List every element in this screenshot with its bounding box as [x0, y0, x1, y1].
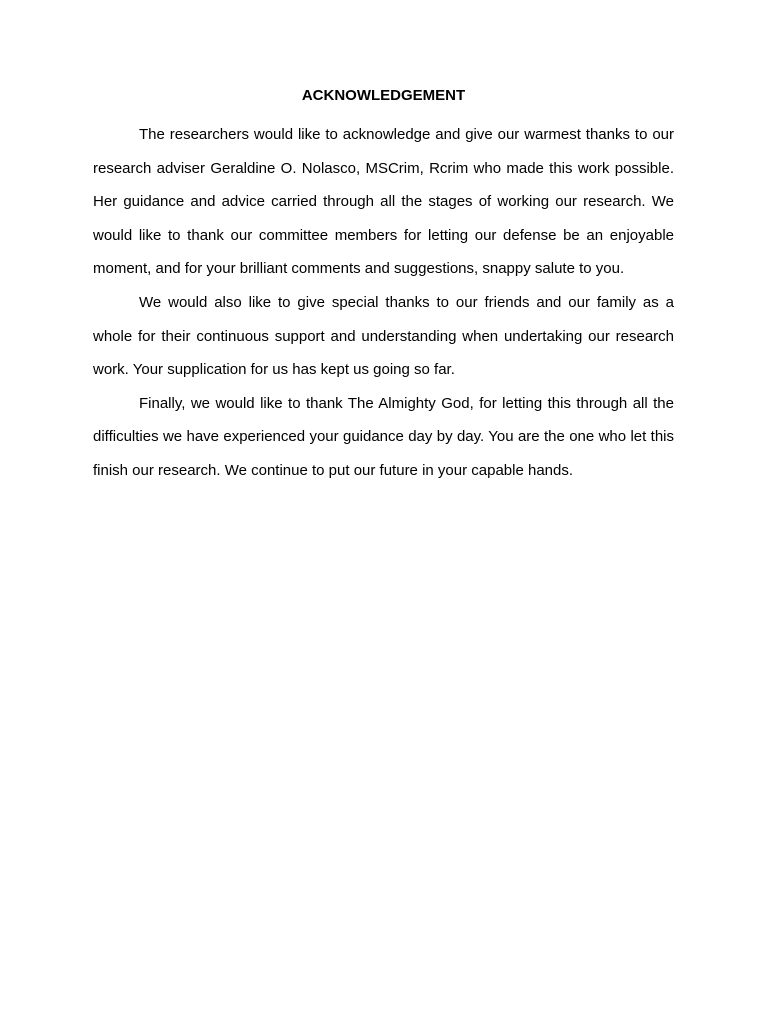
paragraph-friends-family: We would also like to give special thanks to our friends and our family as a whole for their continuous support and understanding when undertaking our research work. Your supplication for us has kept us going so far. [93, 293, 674, 379]
paragraph-researchers-thanks: The researchers would like to acknowledge and give our warmest thanks to our research adviser Geraldine O. Nolasco, MSCrim, Rcrim who made this work possible. Her guidance and advice carried through all the stages of working our research. We would like to thank our committee members for letting our defense be an enjoyable moment, and for your brilliant comments and suggestions, snappy salute to you. [93, 126, 674, 278]
document-body [93, 85, 674, 488]
paragraph-almighty-god: Finally, we would like to thank The Almighty God, for letting this through all the difficulties we have experienced your guidance day by day. You are the one who let this finish our research. We continue to put our future in your capable hands. [93, 394, 674, 479]
document-title: ACKNOWLEDGEMENT [301, 87, 466, 104]
